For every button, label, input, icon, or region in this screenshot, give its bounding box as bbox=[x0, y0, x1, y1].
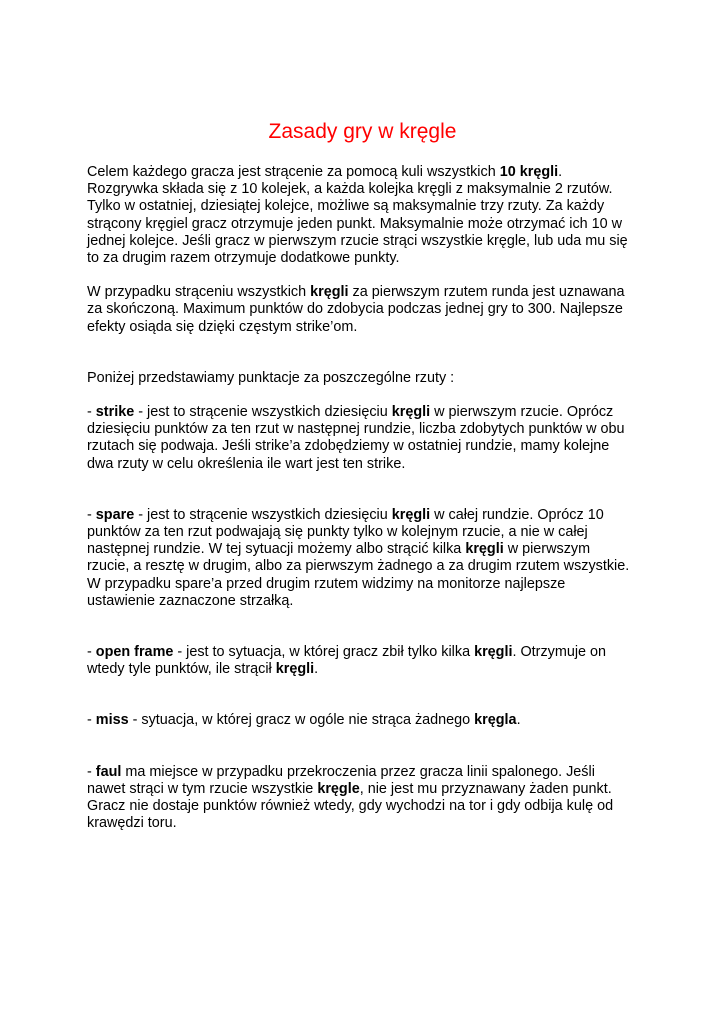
text-run: Rozgrywka składa się z 10 kolejek, a każda kolejka kręgli z maksymalnie 2 rzutów. bbox=[87, 181, 613, 198]
text-line bbox=[87, 781, 647, 798]
bold-term: faul bbox=[95, 763, 122, 780]
text-line bbox=[87, 216, 647, 233]
bold-term: kręgle bbox=[317, 780, 360, 797]
text-run: Gracz nie dostaje punktów również wtedy, gdy wychodzi na tor i gdy odbija kulę od bbox=[87, 798, 614, 815]
text-line bbox=[87, 524, 647, 541]
text-line bbox=[87, 233, 647, 250]
text-line bbox=[87, 319, 647, 336]
text-run: w całej rundzie. Oprócz 10 bbox=[430, 506, 604, 523]
text-run: . bbox=[558, 164, 563, 180]
text-run: - bbox=[87, 644, 96, 661]
text-line bbox=[87, 558, 647, 575]
paragraph bbox=[87, 370, 647, 387]
text-line bbox=[87, 456, 647, 473]
paragraph bbox=[87, 764, 647, 833]
text-run: - bbox=[87, 404, 96, 421]
text-line bbox=[87, 576, 647, 593]
bold-term: 10 kręgli bbox=[499, 164, 559, 180]
text-line bbox=[87, 284, 647, 301]
text-run: - sytuacja, w której gracz w ogóle nie strąca żadnego bbox=[128, 712, 475, 729]
text-run: nawet strąci w tym rzucie wszystkie bbox=[87, 780, 318, 797]
text-run: dwa rzuty w celu określenia ile wart jest ten strike. bbox=[87, 455, 406, 472]
bold-term: kręgli bbox=[275, 661, 315, 678]
text-run: - jest to sytuacja, w której gracz zbił tylko kilka bbox=[173, 644, 475, 661]
text-line bbox=[87, 164, 647, 181]
text-line bbox=[87, 593, 647, 610]
text-run: strącony kręgiel gracz otrzymuje jeden punkt. Maksymalnie może otrzymać ich 10 w bbox=[87, 215, 623, 232]
text-run: - jest to strącenie wszystkich dziesięciu bbox=[134, 404, 392, 421]
text-line bbox=[87, 198, 647, 215]
paragraph bbox=[87, 712, 647, 729]
bold-term: spare bbox=[95, 506, 135, 523]
text-run: krawędzi toru. bbox=[87, 815, 177, 832]
document-body bbox=[87, 164, 647, 832]
text-run: punktów za ten rzut podwajają się punkty tylko w kolejnym rzucie, a nie w całej bbox=[87, 524, 588, 541]
bold-term: kręgli bbox=[310, 284, 349, 301]
text-run: ustawienie zaznaczone strzałką. bbox=[87, 592, 294, 609]
bold-term: strike bbox=[95, 404, 135, 421]
text-line bbox=[87, 181, 647, 198]
text-line bbox=[87, 815, 647, 832]
text-run: W przypadku spare’a przed drugim rzutem widzimy na monitorze najlepsze bbox=[87, 575, 566, 592]
text-run: . bbox=[516, 712, 521, 729]
text-run: dziesięciu punktów za ten rzut w następnej rundzie, liczba zdobytych punktów w obu bbox=[87, 421, 625, 438]
text-run: następnej rundzie. W tej sytuacji możemy albo strącić kilka bbox=[87, 541, 466, 558]
text-run: - bbox=[87, 763, 96, 780]
text-run: - bbox=[87, 712, 96, 729]
text-line bbox=[87, 712, 647, 729]
text-line bbox=[87, 661, 647, 678]
text-line bbox=[87, 764, 647, 781]
text-run: wtedy tyle punktów, ile strącił bbox=[87, 661, 276, 678]
text-run: - jest to strącenie wszystkich dziesięciu bbox=[134, 506, 392, 523]
paragraph bbox=[87, 404, 647, 473]
text-run: Poniżej przedstawiamy punktacje za poszczególne rzuty : bbox=[87, 369, 455, 386]
text-line bbox=[87, 438, 647, 455]
bold-term: kręgla bbox=[474, 712, 517, 729]
paragraph bbox=[87, 164, 647, 267]
text-run: jednej kolejce. Jeśli gracz w pierwszym rzucie strąci wszystkie kręgle, lub uda mu się bbox=[87, 232, 628, 249]
text-run: - bbox=[87, 506, 96, 523]
text-run: za skończoną. Maximum punktów do zdobycia podczas jednej gry to 300. Najlepsze bbox=[87, 301, 623, 318]
text-run: rzucie, a resztę w drugim, albo za pierwszym żadnego a za drugim rzutem wszystkie. bbox=[87, 558, 630, 575]
bold-term: kręgli bbox=[474, 644, 513, 661]
text-run: w pierwszym bbox=[503, 541, 591, 558]
bold-term: miss bbox=[95, 712, 129, 729]
bold-term: kręgli bbox=[391, 404, 431, 421]
paragraph bbox=[87, 507, 647, 610]
text-run: . Otrzymuje on bbox=[512, 644, 607, 661]
text-line bbox=[87, 507, 647, 524]
text-run: Celem każdego gracza jest strącenie za pomocą kuli wszystkich bbox=[87, 164, 500, 180]
text-run: za pierwszym rzutem runda jest uznawana bbox=[348, 284, 625, 301]
text-line bbox=[87, 250, 647, 267]
text-line bbox=[87, 370, 647, 387]
text-run: W przypadku strąceniu wszystkich bbox=[87, 284, 311, 301]
text-run: Tylko w ostatniej, dziesiątej kolejce, możliwe są maksymalnie trzy rzuty. Za każdy bbox=[87, 198, 605, 215]
text-run: efekty osiąda się dzięki częstym strike’om. bbox=[87, 318, 358, 335]
text-run: , nie jest mu przyznawany żaden punkt. bbox=[359, 780, 612, 797]
text-line bbox=[87, 644, 647, 661]
text-run: rzutach się podwaja. Jeśli strike’a zdobędziemy w ostatniej rundzie, mamy kolejne bbox=[87, 438, 610, 455]
bold-term: kręgli bbox=[391, 506, 431, 523]
text-run: w pierwszym rzucie. Oprócz bbox=[430, 404, 614, 421]
paragraph bbox=[87, 644, 647, 678]
text-line bbox=[87, 421, 647, 438]
text-run: ma miejsce w przypadku przekroczenia przez gracza linii spalonego. Jeśli bbox=[121, 763, 595, 780]
text-line bbox=[87, 301, 647, 318]
text-line bbox=[87, 541, 647, 558]
paragraph bbox=[87, 284, 647, 336]
bold-term: kręgli bbox=[465, 541, 504, 558]
text-line bbox=[87, 404, 647, 421]
text-line bbox=[87, 798, 647, 815]
document-title: Zasady gry w kręgle bbox=[268, 120, 457, 143]
text-run: to za drugim razem otrzymuje dodatkowe punkty. bbox=[87, 250, 400, 267]
text-run: . bbox=[314, 661, 319, 678]
bold-term: open frame bbox=[95, 644, 174, 661]
